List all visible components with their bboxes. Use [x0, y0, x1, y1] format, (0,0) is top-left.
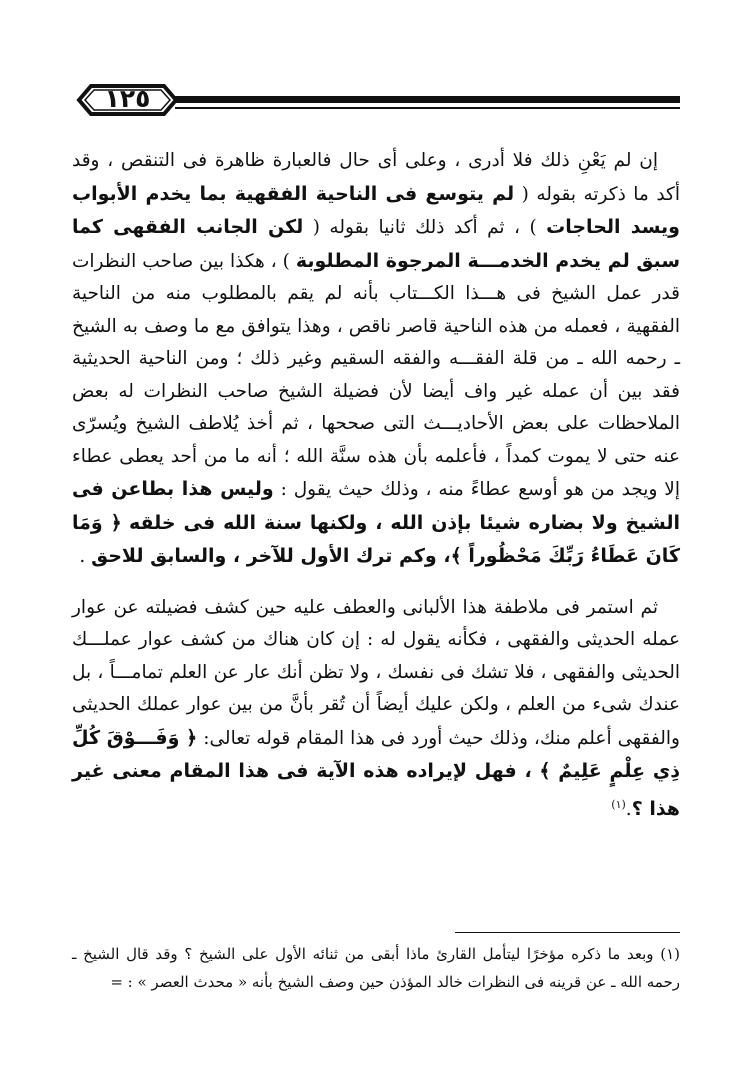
page-number-badge [75, 80, 180, 120]
footnote-separator [455, 932, 680, 933]
text-run: . [625, 798, 632, 820]
quran-verse-bold: ﴿ وَفَـــوْقَ كُلِّ ذِي عِلْمٍ عَلِيمٌ ﴾ ، فهل لإيراده هذه الآية فى هذا المقام معنى غير هذا ؟ [72, 726, 680, 820]
main-text [72, 145, 680, 826]
page-number: ١٢٥ [104, 84, 151, 113]
paragraph-1 [72, 145, 680, 574]
text-run: إن لم يَعْنِ ذلك فلا أدرى ، وعلى أى حال فالعبارة ظاهرة فى التنقص ، وقد أكد ما ذكرته بقوله ( [72, 150, 681, 205]
text-run: . [79, 546, 92, 567]
quran-verse-bold: ﴿ وَمَا كَانَ عَطَاءُ رَبِّكَ مَحْظُوراً ﴾، وكم ترك الأول للآخر ، والسابق للاحق [72, 511, 680, 567]
text-run [122, 513, 129, 534]
footnote-reference[interactable]: (١) [611, 797, 626, 811]
quoted-bold-text: لكن الجانب الفقهى كما سبق لم يخدم الخدمـــة المرجوة المطلوبة [72, 216, 681, 272]
quoted-bold-text: وليس هذا بطاعن فى الشيخ ولا بضاره شيئا بإذن الله ، ولكنها سنة الله فى خلقه [72, 478, 680, 534]
header-rule-thick [175, 96, 680, 103]
page-header [75, 80, 680, 124]
footnote: (١) وبعد ما ذكره مؤخرًا ليتأمل القارئ ماذا أبقى من ثنائه الأول على الشيخ ؟ وقد قال الشيخ ـ رحمه الله ـ عن قرينه فى النظرات خالد المؤذن حين وصف الشيخ بأنه « محدث العصر » : = [72, 945, 680, 991]
text-run: ) ، هكذا بين صاحب النظرات قدر عمل الشيخ فى هـــذا الكـــتاب بأنه لم يقم بالمطلوب منه من الناحية الفقهية ، فعمله من هذه الناحية قاصر ناقص ، وهذا يتوافق مع ما وصف به الشيخ ـ رحمه الله ـ من قلة الفقـــه والفقه السقيم وغير ذلك ؛ ومن الناحية الحديثية فقد بين أن عمله غير واف أيضا لأن فضيلة الشيخ صاحب النظرات له بعض الملاحظات على بعض الأحاديـــث التى صححها ، ثم أخذ يُلاطف الشيخ ويُسرّى عنه حتى لا يموت كمداً ، فأعلمه بأن هذه سنَّة الله ؛ أنه ما من أحد يعطى عطاء إلا ويجد من هو أوسع عطاءً منه ، وذلك حيث يقول : [72, 250, 680, 500]
text-run: ثم استمر فى ملاطفة هذا الألبانى والعطف عليه حين كشف فضيلته عن عوار عمله الحديثى والفقهى ، فكأنه يقول له : إن كان هناك من كشف عوار عملـــك الحديثى والفقهى ، فلا تشك فى نفسك ، ولا تظن أنك عار عن العلم تمامـــاً ، بل عندك شىء من العلم ، ولكن عليك أيضاً أن تُقر بأنَّ من بين عوار عملك الحديثى والفقهى أعلم منك، وذلك حيث أورد فى هذا المقام قوله تعالى: [72, 596, 680, 749]
header-rule-thin [175, 107, 680, 109]
paragraph-2 [72, 592, 680, 827]
quoted-bold-text: لم يتوسع فى الناحية الفقهية بما يخدم الأبواب ويسد الحاجات [72, 182, 680, 238]
text-run: ) ، ثم أكد ذلك ثانيا بقوله ( [303, 217, 547, 238]
